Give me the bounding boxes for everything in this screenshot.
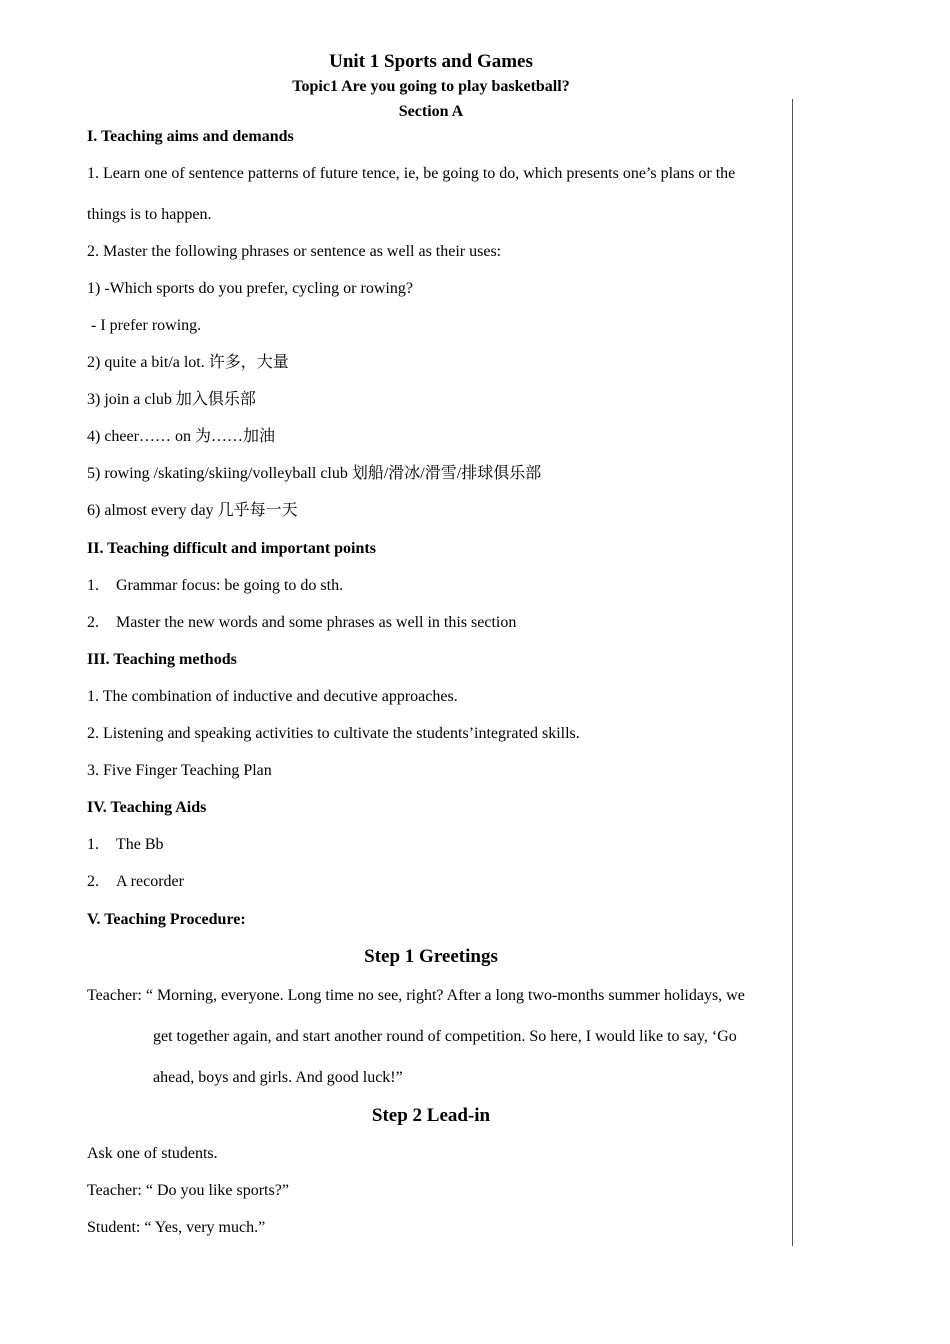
lead-in-instruction: Ask one of students. <box>87 1145 218 1162</box>
phrase-4: 4) cheer…… on 为……加油 <box>87 428 275 445</box>
teacher-question: Teacher: “ Do you like sports?” <box>87 1182 289 1199</box>
teacher-greeting-line-1: Teacher: “ Morning, everyone. Long time no see, right? After a long two-months summer holidays, we <box>87 987 745 1004</box>
phrase-1-answer: - I prefer rowing. <box>91 317 202 334</box>
aid-number: 1. <box>87 836 99 853</box>
aims-heading: I. Teaching aims and demands <box>87 128 294 145</box>
aid-number: 2. <box>87 873 99 890</box>
phrase-2: 2) quite a bit/a lot. 许多，大量 <box>87 354 289 371</box>
phrase-5: 5) rowing /skating/skiing/volleyball club 划船/滑冰/滑雪/排球俱乐部 <box>87 465 542 482</box>
procedure-heading: V. Teaching Procedure: <box>87 911 246 928</box>
aid-item <box>87 872 184 892</box>
unit-title: Unit 1 Sports and Games <box>329 51 533 72</box>
step-2-title: Step 2 Lead-in <box>371 1105 491 1126</box>
margin-rule <box>792 99 793 1246</box>
aim-1-line-2: things is to happen. <box>87 206 212 223</box>
methods-heading: III. Teaching methods <box>87 651 237 668</box>
phrase-1: 1) -Which sports do you prefer, cycling or rowing? <box>87 280 413 297</box>
point-item <box>87 576 343 596</box>
point-text: Master the new words and some phrases as well in this section <box>116 614 517 631</box>
method-1: 1. The combination of inductive and decutive approaches. <box>87 688 458 705</box>
point-item <box>87 613 516 633</box>
teacher-greeting-line-3: ahead, boys and girls. And good luck!” <box>153 1069 403 1086</box>
aid-text: The Bb <box>116 836 164 853</box>
point-number: 2. <box>87 614 99 631</box>
phrase-3: 3) join a club 加入俱乐部 <box>87 391 256 408</box>
phrase-6: 6) almost every day 几乎每一天 <box>87 502 298 519</box>
student-answer: Student: “ Yes, very much.” <box>87 1219 266 1236</box>
step-1-title: Step 1 Greetings <box>364 946 498 967</box>
aim-1-line-1: 1. Learn one of sentence patterns of future tence, ie, be going to do, which presents one’s plans or the <box>87 165 736 182</box>
point-text: Grammar focus: be going to do sth. <box>116 577 344 594</box>
point-number: 1. <box>87 577 99 594</box>
teacher-greeting-line-2: get together again, and start another round of competition. So here, I would like to say, ‘Go <box>153 1028 737 1045</box>
aids-heading: IV. Teaching Aids <box>87 799 207 816</box>
aim-2: 2. Master the following phrases or sentence as well as their uses: <box>87 243 502 260</box>
points-heading: II. Teaching difficult and important points <box>87 540 376 557</box>
aid-item <box>87 835 164 855</box>
topic-title: Topic1 Are you going to play basketball? <box>292 78 570 95</box>
method-3: 3. Five Finger Teaching Plan <box>87 762 272 779</box>
aid-text: A recorder <box>116 873 184 890</box>
section-title: Section A <box>398 103 464 120</box>
method-2: 2. Listening and speaking activities to cultivate the students’integrated skills. <box>87 725 580 742</box>
